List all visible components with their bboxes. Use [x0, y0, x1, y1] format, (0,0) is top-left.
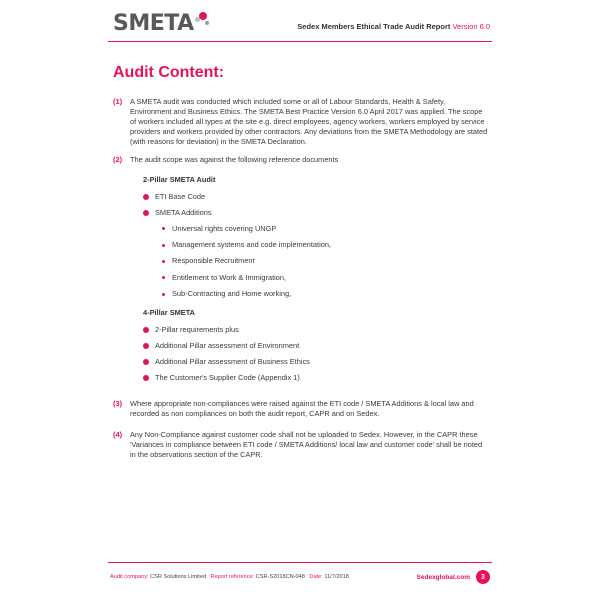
company-value: CSR Solutions Limited: [150, 574, 207, 580]
bullet-icon: [143, 327, 149, 333]
footer-meta: [110, 574, 417, 580]
two-pillar-list: [143, 192, 488, 218]
item-number: (1): [113, 97, 123, 106]
two-pillar-heading: 2-Pillar SMETA Audit: [143, 174, 216, 184]
list-item: Sub-Contracting and Home working,: [162, 289, 488, 299]
list-item: Universal rights covering UNGP: [162, 224, 488, 234]
item-text: A SMETA audit was conducted which included some or all of Labour Standards, Health & Safety, Environment and Business Ethics. The SMETA Best Practice Version 6.0 April 2017 was applied. The scope of workers included all types at the site e.g. direct employees, agency workers, workers employed by service providers and workers provided by other contractors. Any deviations from the SMETA Methodology are stated (with reasons for deviation) in the SMETA Declaration.: [130, 97, 488, 147]
reference-value: CSR-S2018CN-048: [255, 574, 305, 580]
item-number: (2): [113, 155, 123, 165]
list-item: Responsible Recruitment: [162, 256, 488, 266]
date-label: Date:: [309, 574, 323, 580]
content-item-1: [113, 97, 488, 147]
list-item: The Customer's Supplier Code (Appendix 1): [143, 373, 488, 383]
sub-bullet-icon: [162, 276, 165, 279]
smeta-logo: [113, 9, 211, 39]
date-value: 11/7/2018: [324, 574, 349, 580]
bullet-icon: [143, 375, 149, 381]
item-number: (4): [113, 429, 123, 439]
item-number: (3): [113, 399, 123, 409]
page-title: Audit Content:: [113, 64, 225, 81]
item-text: The audit scope was against the following reference documents: [130, 155, 339, 165]
bullet-icon: [143, 194, 149, 200]
smeta-additions-list: [162, 224, 488, 300]
sub-bullet-icon: [162, 293, 165, 296]
four-pillar-heading: 4-Pillar SMETA: [143, 308, 196, 318]
content-item-4: [113, 430, 488, 460]
list-item: 2-Pillar requirements plus: [143, 325, 488, 335]
bullet-icon: [143, 210, 149, 216]
sedex-website-link[interactable]: Sedexglobal.com: [416, 573, 470, 581]
list-item: Additional Pillar assessment of Business Ethics: [143, 357, 488, 367]
header-divider: [108, 41, 492, 42]
company-label: Audit company:: [110, 574, 149, 580]
sub-bullet-icon: [162, 260, 165, 263]
bullet-icon: [143, 343, 149, 349]
report-version: Version 6.0: [452, 22, 490, 31]
footer-divider: [108, 562, 492, 563]
list-item: Entitlement to Work & Immigration,: [162, 273, 488, 283]
list-item: Management systems and code implementation,: [162, 240, 488, 250]
report-header-title: [297, 22, 490, 31]
four-pillar-list: [143, 325, 488, 383]
reference-label: Report reference:: [210, 574, 255, 580]
bullet-icon: [143, 359, 149, 365]
logo-text: SMETA: [113, 11, 194, 36]
item-text: Any Non-Compliance against customer code shall not be uploaded to Sedex. However, in the CAPR these 'Variances in compliance between ETI code / SMETA Additions/ local law and customer code' shall be noted in the observations section of the CAPR.: [130, 429, 483, 459]
sub-bullet-icon: [162, 227, 165, 230]
page-footer: [110, 570, 490, 584]
list-item: ETI Base Code: [143, 192, 488, 202]
page-number-badge: 3: [476, 570, 490, 584]
audit-content: [113, 97, 488, 468]
sub-bullet-icon: [162, 244, 165, 247]
report-title: Sedex Members Ethical Trade Audit Report: [297, 22, 451, 31]
list-item: Additional Pillar assessment of Environment: [143, 341, 488, 351]
content-item-2: [113, 155, 488, 389]
content-item-3: [113, 399, 488, 419]
list-item: SMETA Additions: [143, 208, 488, 218]
item-text: Where appropriate non-compliances were raised against the ETI code / SMETA Additions & local law and recorded as non compliances on both the audit report, CAPR and on Sedex.: [130, 399, 474, 419]
logo-dots-icon: [195, 9, 211, 29]
